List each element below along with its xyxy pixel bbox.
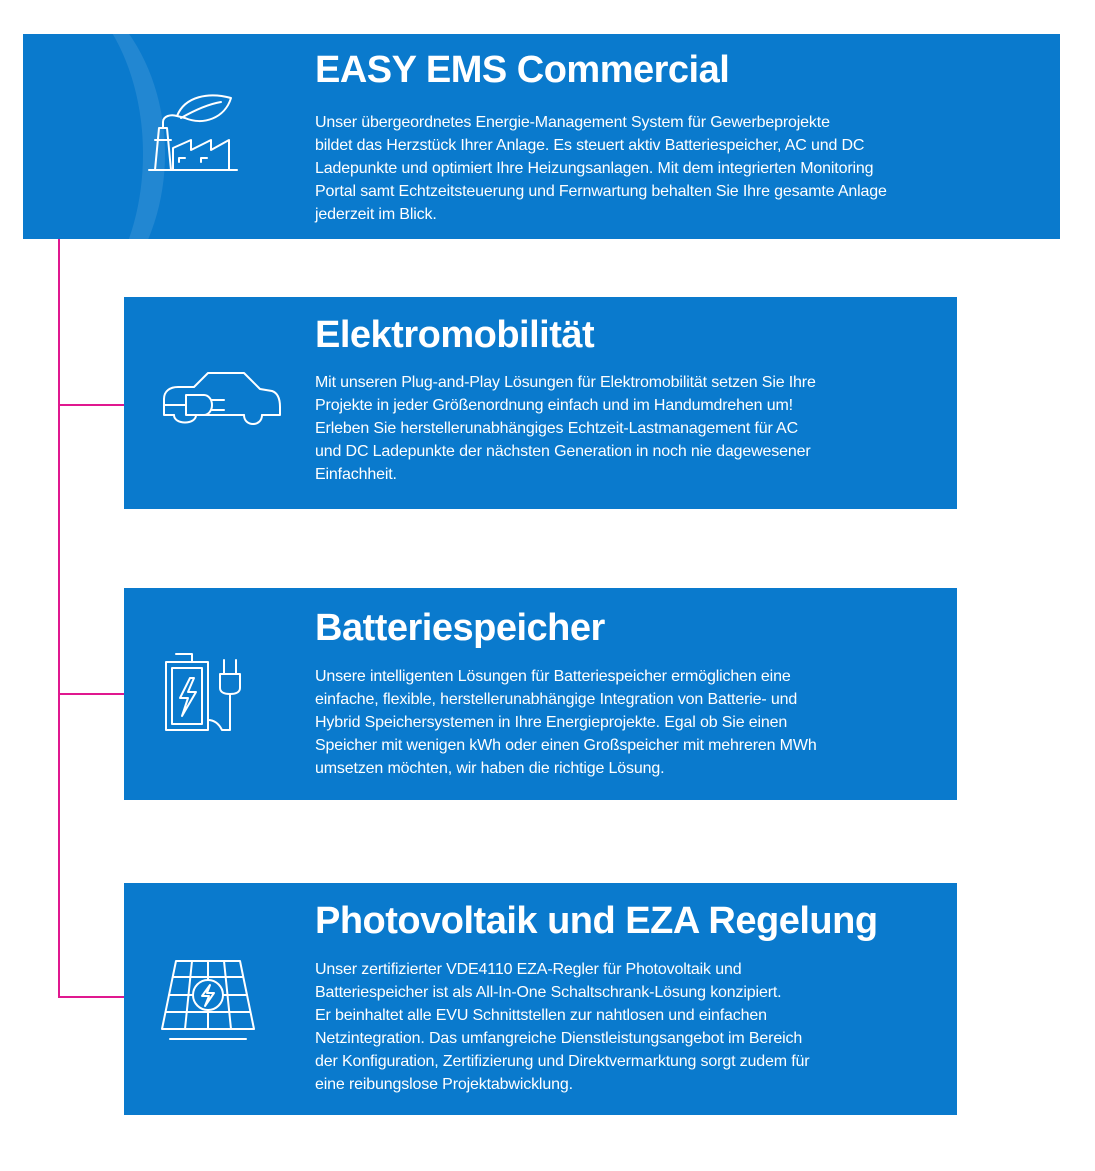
description-line: Unsere intelligenten Lösungen für Batteriespeicher ermöglichen eine: [315, 668, 791, 685]
card-easy-ems-commercial: [23, 34, 1060, 239]
description-line: Unser übergeordnetes Energie-Management System für Gewerbeprojekte: [315, 114, 830, 131]
description-line: Ladepunkte und optimiert Ihre Heizungsanlagen. Mit dem integrierten Monitoring: [315, 160, 874, 177]
description-line: Netzintegration. Das umfangreiche Dienstleistungsangebot im Bereich: [315, 1030, 803, 1047]
description-line: Speicher mit wenigen kWh oder einen Großspeicher mit mehreren MWh: [315, 737, 817, 754]
description-line: und DC Ladepunkte der nächsten Generation in noch nie dagewesener: [315, 443, 811, 460]
card-description: [315, 111, 887, 226]
card-description: [315, 371, 816, 486]
description-line: Batteriespeicher ist als All-In-One Schaltschrank-Lösung konzipiert.: [315, 984, 782, 1001]
card-title: Photovoltaik und EZA Regelung: [315, 900, 878, 942]
description-line: Portal samt Echtzeitsteuerung und Fernwartung behalten Sie Ihre gesamte Anlage: [315, 183, 887, 200]
description-line: Erleben Sie herstellerunabhängiges Echtzeit-Lastmanagement für AC: [315, 420, 798, 437]
description-line: Projekte in jeder Größenordnung einfach und im Handumdrehen um!: [315, 397, 793, 414]
electric-car-plug-icon: [160, 367, 284, 441]
description-line: Er beinhaltet alle EVU Schnittstellen zur nahtlosen und einfachen: [315, 1007, 767, 1024]
card-description: [315, 958, 809, 1096]
card-title: EASY EMS Commercial: [315, 49, 730, 91]
card-elektromobilitaet: [124, 297, 957, 509]
description-line: jederzeit im Blick.: [315, 206, 437, 223]
solar-panel-icon: [158, 955, 258, 1045]
description-line: Hybrid Speichersystemen in Ihre Energieprojekte. Egal ob Sie einen: [315, 714, 788, 731]
card-title: Elektromobilität: [315, 314, 595, 356]
card-sheen-decoration: [23, 34, 165, 239]
card-batteriespeicher: [124, 588, 957, 800]
card-title: Batteriespeicher: [315, 607, 605, 649]
connector-line-photovoltaik: [58, 996, 124, 998]
card-description: [315, 665, 817, 780]
description-line: der Konfiguration, Zertifizierung und Direktvermarktung sorgt zudem für: [315, 1053, 810, 1070]
description-line: einfache, flexible, herstellerunabhängige Integration von Batterie- und: [315, 691, 798, 708]
connector-line-vertical: [58, 239, 60, 998]
description-line: Einfachheit.: [315, 466, 397, 483]
description-line: Unser zertifizierter VDE4110 EZA-Regler für Photovoltaik und: [315, 961, 742, 978]
connector-line-elektromobilitaet: [58, 404, 124, 406]
battery-plug-icon: [158, 646, 256, 738]
description-line: bildet das Herzstück Ihrer Anlage. Es steuert aktiv Batteriespeicher, AC und DC: [315, 137, 865, 154]
card-photovoltaik: [124, 883, 957, 1115]
description-line: umsetzen möchten, wir haben die richtige Lösung.: [315, 760, 665, 777]
connector-line-batteriespeicher: [58, 693, 124, 695]
factory-leaf-icon: [145, 78, 243, 176]
description-line: Mit unseren Plug-and-Play Lösungen für Elektromobilität setzen Sie Ihre: [315, 374, 816, 391]
description-line: eine reibungslose Projektabwicklung.: [315, 1076, 573, 1093]
